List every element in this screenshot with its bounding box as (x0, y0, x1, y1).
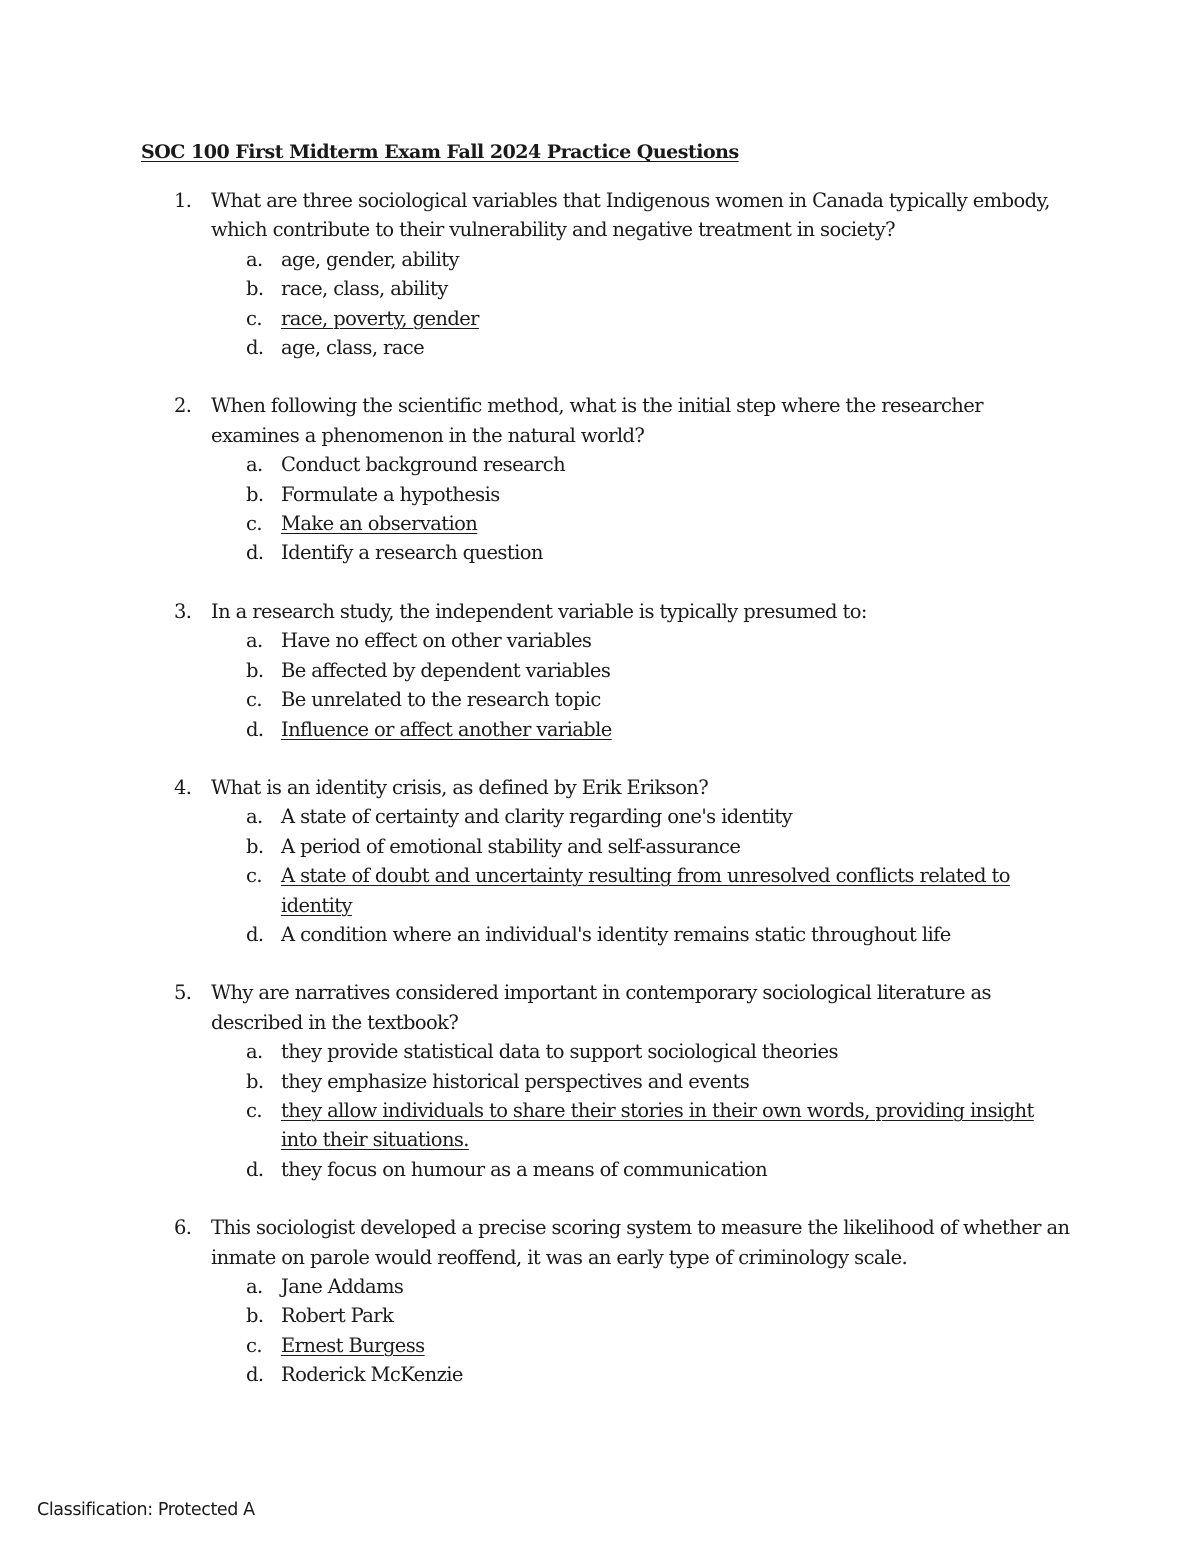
question-item (0, 1213, 1200, 1389)
option-item (0, 245, 1200, 274)
option-item (0, 1272, 1200, 1301)
option-letter: b. (246, 658, 264, 682)
option-item (0, 685, 1200, 714)
question-item (0, 186, 1200, 362)
option-text: they emphasize historical perspectives and events (281, 1069, 750, 1093)
option-letter: a. (246, 1040, 263, 1064)
option-letter: b. (246, 482, 264, 506)
option-text: they provide statistical data to support sociological theories (281, 1040, 838, 1064)
option-text: Jane Addams (281, 1275, 404, 1298)
option-item (0, 1096, 1200, 1155)
option-item (0, 656, 1200, 685)
option-item (0, 1155, 1200, 1184)
question-text: Why are narratives considered important in contemporary sociological literature as described in the textbook? (211, 981, 991, 1034)
option-text: age, class, race (281, 336, 425, 360)
question-list (0, 186, 1200, 1419)
option-list (0, 245, 1200, 363)
option-list (0, 450, 1200, 568)
option-text: A condition where an individual's identity remains static throughout life (281, 922, 951, 946)
question-text: What are three sociological variables that Indigenous women in Canada typically embody, which contribute to their vulnerability and negative treatment in society? (211, 189, 1050, 242)
question-number: 6. (174, 1216, 192, 1240)
correct-answer-text: they allow individuals to share their stories in their own words, providing insight into their situations. (281, 1098, 1034, 1152)
option-letter: a. (246, 805, 263, 829)
option-letter: b. (246, 834, 264, 858)
option-item (0, 920, 1200, 949)
option-item (0, 1331, 1200, 1360)
question-item (0, 978, 1200, 1184)
option-text: Conduct background research (281, 453, 566, 477)
option-letter: c. (246, 864, 262, 888)
option-item (0, 333, 1200, 362)
question-number: 2. (174, 394, 192, 418)
question-text: When following the scientific method, what is the initial step where the researcher examines a phenomenon in the natural world? (211, 394, 983, 447)
option-letter: d. (246, 1363, 264, 1387)
option-list (0, 1037, 1200, 1184)
option-item (0, 1037, 1200, 1066)
option-letter: c. (246, 688, 262, 712)
option-item (0, 715, 1200, 744)
option-letter: d. (246, 922, 264, 946)
option-item (0, 450, 1200, 479)
question-item (0, 773, 1200, 949)
option-letter: d. (246, 1157, 264, 1181)
option-letter: c. (246, 306, 262, 330)
question-number: 5. (174, 981, 192, 1005)
option-text: Be affected by dependent variables (281, 658, 611, 682)
question-item (0, 597, 1200, 744)
option-letter: d. (246, 717, 264, 741)
option-list (0, 626, 1200, 744)
question-text: In a research study, the independent variable is typically presumed to: (211, 599, 867, 623)
correct-answer-text: Ernest Burgess (281, 1333, 425, 1357)
option-letter: d. (246, 336, 264, 360)
option-item (0, 1067, 1200, 1096)
option-item (0, 304, 1200, 333)
option-text: Have no effect on other variables (281, 629, 592, 653)
option-text: Identify a research question (281, 541, 543, 565)
option-letter: c. (246, 512, 262, 536)
option-letter: a. (246, 629, 263, 653)
option-text: Roderick McKenzie (281, 1363, 463, 1387)
option-item (0, 832, 1200, 861)
correct-answer-text: A state of doubt and uncertainty resulting from unresolved conflicts related to identity (281, 864, 1010, 917)
option-text: A state of certainty and clarity regarding one's identity (281, 805, 793, 829)
option-letter: a. (246, 247, 263, 271)
option-text: race, class, ability (281, 277, 448, 301)
option-letter: a. (246, 1275, 263, 1298)
option-letter: d. (246, 541, 264, 565)
classification-footer: Classification: Protected A (37, 1500, 255, 1520)
question-number: 1. (174, 189, 192, 212)
option-text: they focus on humour as a means of communication (281, 1157, 768, 1181)
question-number: 4. (174, 775, 192, 799)
option-item (0, 861, 1200, 920)
option-text: A period of emotional stability and self-assurance (281, 834, 741, 858)
option-letter: b. (246, 1069, 264, 1093)
option-text: Formulate a hypothesis (281, 482, 500, 506)
question-number: 3. (174, 599, 192, 623)
option-item (0, 1360, 1200, 1389)
question-text: What is an identity crisis, as defined by Erik Erikson? (211, 775, 709, 799)
correct-answer-text: Influence or affect another variable (281, 717, 612, 741)
option-item (0, 626, 1200, 655)
option-item (0, 509, 1200, 538)
option-text: age, gender, ability (281, 247, 459, 271)
correct-answer-text: Make an observation (281, 512, 478, 536)
question-text: This sociologist developed a precise scoring system to measure the likelihood of whether an inmate on parole would reoffend, it was an early type of criminology scale. (211, 1216, 1070, 1269)
option-letter: b. (246, 1304, 264, 1328)
option-item (0, 1301, 1200, 1330)
question-item (0, 391, 1200, 567)
option-list (0, 1272, 1200, 1390)
correct-answer-text: race, poverty, gender (281, 306, 479, 330)
option-letter: a. (246, 453, 263, 477)
option-list (0, 802, 1200, 949)
option-letter: b. (246, 277, 264, 301)
document-title: SOC 100 First Midterm Exam Fall 2024 Practice Questions (141, 141, 739, 163)
option-text: Robert Park (281, 1304, 394, 1328)
option-item (0, 480, 1200, 509)
option-item (0, 802, 1200, 831)
option-item (0, 274, 1200, 303)
option-text: Be unrelated to the research topic (281, 688, 601, 712)
option-item (0, 538, 1200, 567)
option-letter: c. (246, 1333, 262, 1357)
option-letter: c. (246, 1098, 262, 1122)
